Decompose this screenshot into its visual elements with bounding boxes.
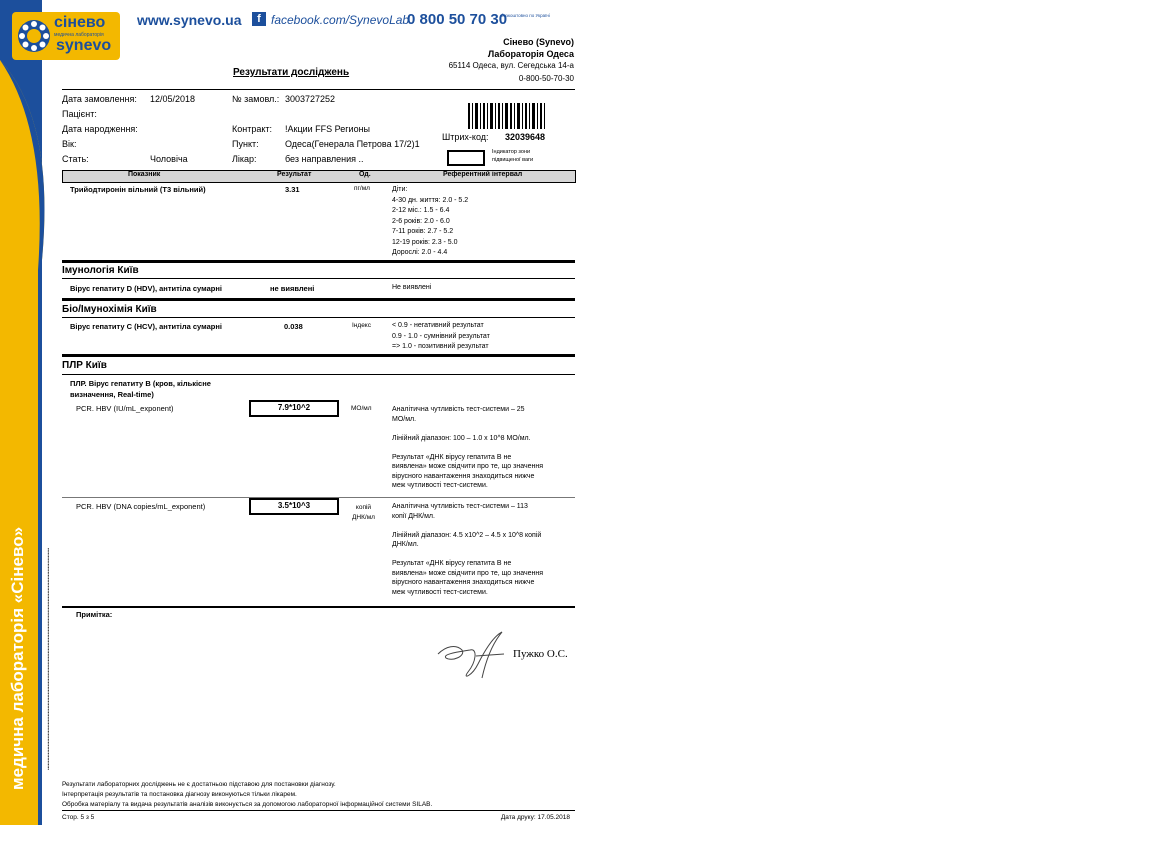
pcr-row2-unit: копій ДНК/мл — [352, 504, 375, 521]
pcr-row2-name: PCR. HBV (DNA copies/mL_exponent) — [76, 502, 206, 511]
col-result: Результат — [277, 171, 312, 178]
doctor: без направления .. — [285, 154, 364, 164]
page-title: Результати досліджень — [233, 67, 350, 78]
hdv-result: не виявлені — [270, 284, 315, 293]
lab-name: Сінево (Synevo) — [503, 37, 574, 47]
strip-fine-print: ••••••••••••••••••••••••••••••••••••••••••••••••••••••••••••••••••••••••••••••••••••••••••••••••••••••••••••••••••••••••••••••••••••••••••••• — [46, 547, 51, 770]
signature-image — [432, 628, 512, 686]
weight-indicator-label: Індикатор зони підвищеної ваги — [492, 149, 534, 163]
logo-sun-icon — [16, 18, 52, 54]
point-label: Пункт: — [232, 139, 259, 149]
hotline-phone: 0 800 50 70 30 — [407, 11, 508, 28]
results-end-divider — [62, 606, 575, 608]
col-unit: Од. — [359, 171, 371, 178]
section-underline — [62, 317, 575, 318]
barcode-number: 32039648 — [505, 132, 546, 142]
section-divider — [62, 260, 575, 263]
hcv-result: 0.038 — [284, 322, 303, 331]
strip-title: медична лабораторія «Сінево» — [8, 526, 27, 790]
section-pcr: ПЛР Київ — [62, 360, 107, 371]
footer-line-1: Результати лабораторних досліджень не є достатньою підставою для постановки діагнозу. — [62, 781, 336, 788]
pcr-row1-result: 7.9*10^2 — [249, 400, 339, 417]
age-label: Вік: — [62, 139, 77, 149]
hdv-reference: Не виявлені — [392, 284, 432, 291]
section-divider — [62, 298, 575, 301]
section-immunology: Імунологія Київ — [62, 265, 139, 276]
contract: !Акции FFS Регионы — [285, 124, 371, 134]
signer-name: Пужко О.С. — [513, 648, 568, 660]
t3-reference: Діти: 4-30 дн. життя: 2.0 - 5.2 2-12 міс.: 1.5 - 6.4 2-6 років: 2.0 - 6.0 7-11 років: 2.7 - 5.2 12-19 років: 2.3 - 5.0 Дорослі: 2.0 - 4.4 — [392, 186, 469, 256]
order-no-label: № замовл.: — [232, 94, 280, 104]
pcr-title-2: визначення, Real-time) — [70, 390, 154, 399]
pcr-title-1: ПЛР. Вірус гепатиту В (кров, кількісне — [70, 379, 211, 388]
hdv-name: Вірус гепатиту D (HDV), антитіла сумарні — [70, 284, 222, 293]
lab-phone: 0-800-50-70-30 — [518, 74, 574, 83]
contract-label: Контракт: — [232, 124, 273, 134]
patient-label: Пацієнт: — [62, 109, 97, 119]
logo — [12, 12, 120, 60]
pcr-row1-name: PCR. HBV (IU/mL_exponent) — [76, 404, 174, 413]
hcv-name: Вірус гепатиту С (HCV), антитіла сумарні — [70, 322, 222, 331]
col-reference: Референтний інтервал — [443, 171, 523, 178]
pcr-row2-reference: Аналітична чутливість тест-системи – 113 копії ДНК/мл. Лінійний діапазон: 4.5 x10^2 – 4.5 x 10^8 копій ДНК/мл. Результат «ДНК вірусу гепатита В не виявлена» може свідчити про те, що значення вірусного навантаження знаходиться нижче меж чутливості тест-системи. — [392, 503, 544, 596]
section-divider — [62, 354, 575, 357]
hcv-reference: < 0.9 - негативний результат 0.9 - 1.0 - сумнівний результат => 1.0 - позитивний результат — [392, 322, 490, 350]
print-date: Дата друку: 17.05.2018 — [500, 814, 570, 821]
pcr-row1-unit: МО/мл — [351, 405, 372, 412]
sex: Чоловіча — [150, 154, 188, 164]
facebook-icon: f — [252, 12, 266, 26]
point: Одеса(Генерала Петрова 17/2)1 — [285, 139, 420, 149]
table-header — [62, 170, 576, 183]
doctor-label: Лікар: — [232, 154, 257, 164]
hcv-unit: Індекс — [352, 322, 371, 329]
footer-line-2: Інтерпретація результатів та постановка діагнозу виконуються тільки лікарем. — [62, 791, 297, 798]
hotline-note: безкоштовно по Україні — [501, 13, 550, 18]
logo-text-lat: synevo — [56, 37, 112, 54]
page-number: Стор. 5 з 5 — [62, 814, 95, 821]
website-link[interactable]: www.synevo.ua — [137, 12, 242, 28]
footer-line-3: Обробка матеріалу та видача результатів аналізів виконується за допомогою лабораторної інформаційної системи SILAB. — [62, 801, 433, 808]
note-label: Примітка: — [76, 610, 113, 619]
logo-tagline: медична лабораторія — [54, 32, 104, 38]
section-underline — [62, 278, 575, 279]
header-divider — [62, 89, 575, 90]
lab-address: 65114 Одеса, вул. Сегедська 14-а — [448, 61, 574, 70]
pcr-row1-reference: Аналітична чутливість тест-системи – 25 МО/мл. Лінійний діапазон: 100 – 1.0 x 10^8 МО/мл. Результат «ДНК вірусу гепатита В не виявлена» може свідчити про те, що значення вірусного навантаження знаходиться нижче меж чутливості тест-системи. — [392, 406, 544, 489]
footer-divider — [62, 810, 575, 811]
lab-branch: Лабораторія Одеса — [487, 49, 574, 59]
facebook-link[interactable]: facebook.com/SynevoLab — [271, 13, 410, 27]
barcode-label: Штрих-код: — [442, 132, 489, 142]
weight-indicator-box — [447, 150, 485, 166]
logo-text-cyr: сінево — [54, 14, 106, 31]
col-indicator: Показник — [128, 171, 161, 178]
section-bio: Біо/Імунохімія Київ — [62, 304, 157, 315]
barcode-image — [468, 103, 548, 129]
strip-slogan: додає цінність діагнозу — [8, 161, 27, 360]
t3-unit: пг/мл — [354, 185, 370, 192]
pcr-row2-result: 3.5*10^3 — [249, 498, 339, 515]
order-date: 12/05/2018 — [150, 94, 196, 104]
section-underline — [62, 374, 575, 375]
t3-result: 3.31 — [285, 185, 300, 194]
t3-name: Трийодтиронін вільний (Т3 вільний) — [70, 185, 206, 194]
sex-label: Стать: — [62, 154, 89, 164]
order-date-label: Дата замовлення: — [62, 94, 137, 104]
order-no: 3003727252 — [285, 94, 336, 104]
birth-label: Дата народження: — [62, 124, 138, 134]
